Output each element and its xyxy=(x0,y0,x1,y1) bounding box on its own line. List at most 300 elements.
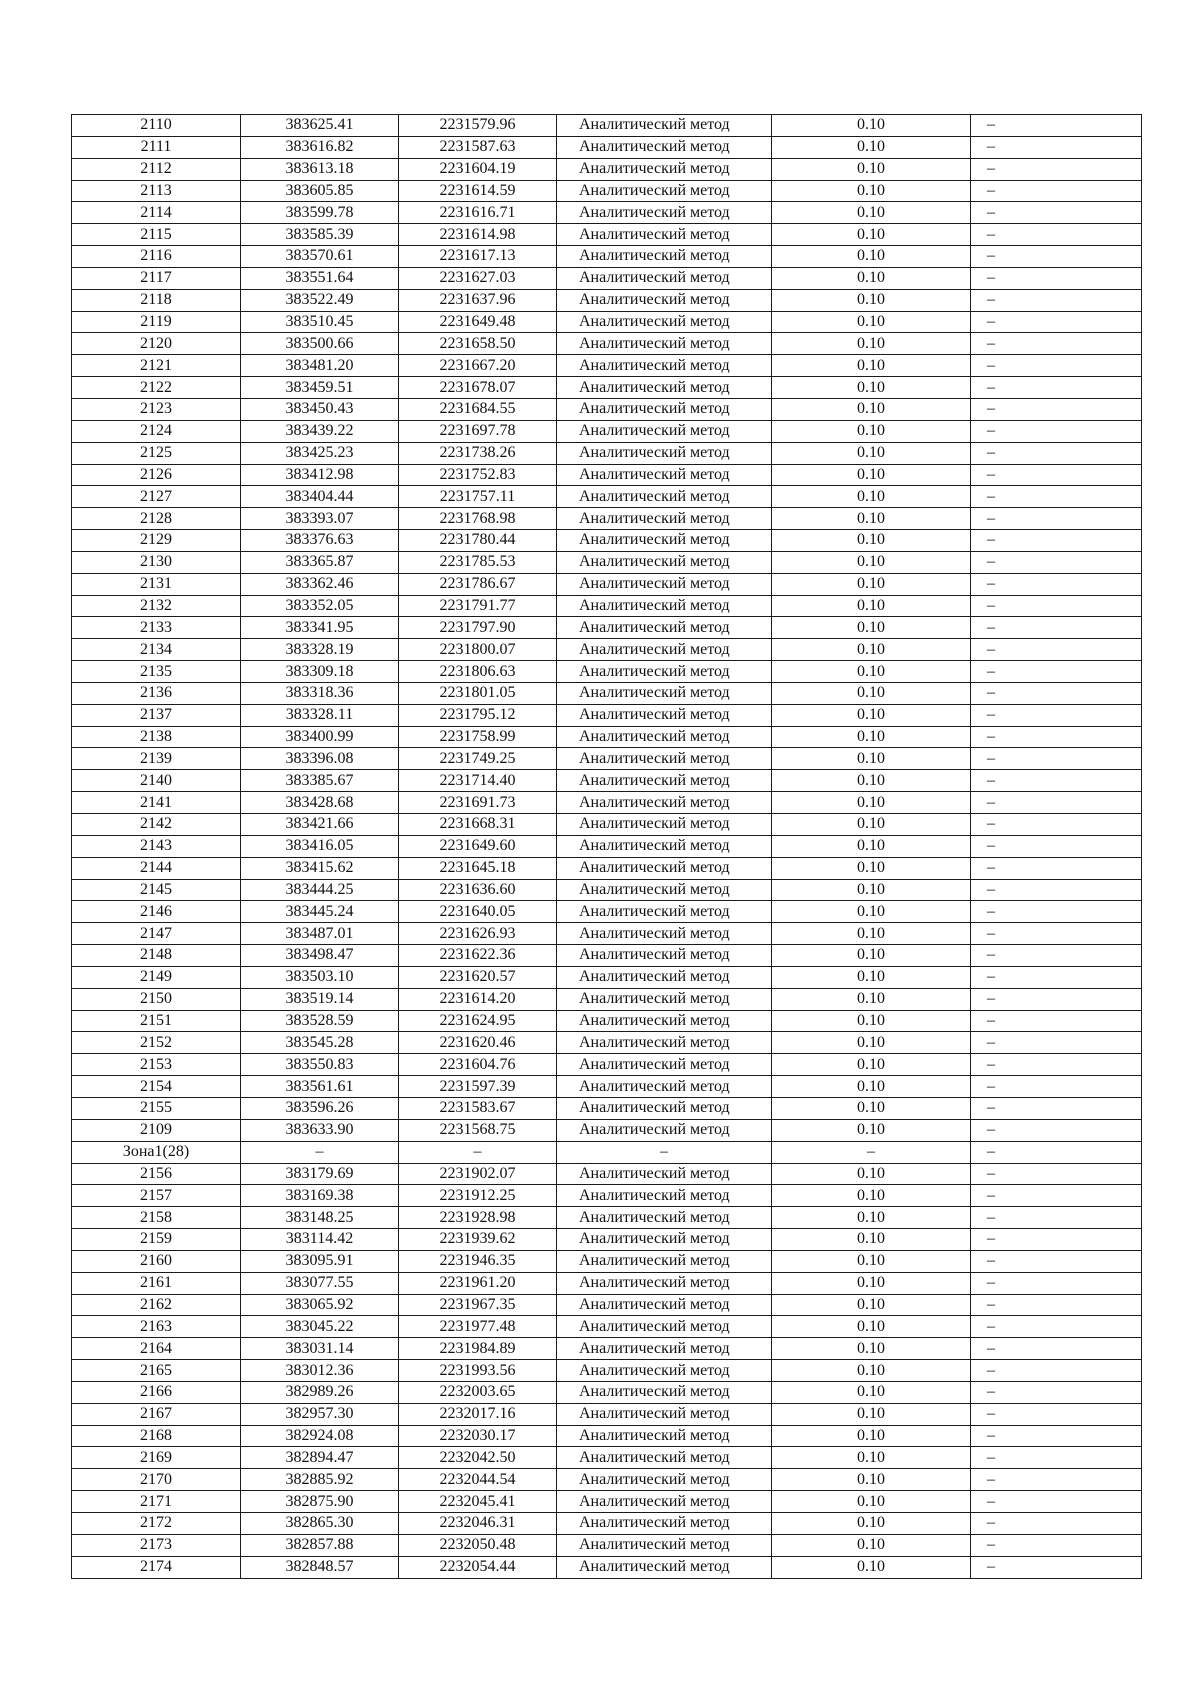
y-coordinate-cell: 2231697.78 xyxy=(399,420,557,442)
y-coordinate-cell: 2231791.77 xyxy=(399,595,557,617)
accuracy-cell: 0.10 xyxy=(772,311,971,333)
point-id-cell: 2145 xyxy=(72,879,241,901)
method-cell: Аналитический метод xyxy=(557,1513,772,1535)
y-coordinate-cell: 2231749.25 xyxy=(399,748,557,770)
table-row xyxy=(72,595,1142,617)
point-id-cell: 2123 xyxy=(72,398,241,420)
y-coordinate-cell: 2231614.20 xyxy=(399,988,557,1010)
x-coordinate-cell: 382875.90 xyxy=(241,1491,399,1513)
note-cell: – xyxy=(971,508,1142,530)
table-row xyxy=(72,1513,1142,1535)
accuracy-cell: 0.10 xyxy=(772,1469,971,1491)
accuracy-cell: 0.10 xyxy=(772,639,971,661)
y-coordinate-cell: 2231939.62 xyxy=(399,1229,557,1251)
table-row xyxy=(72,770,1142,792)
x-coordinate-cell: 383445.24 xyxy=(241,901,399,923)
y-coordinate-cell: 2231993.56 xyxy=(399,1360,557,1382)
x-coordinate-cell: 383613.18 xyxy=(241,158,399,180)
table-row xyxy=(72,1447,1142,1469)
accuracy-cell: 0.10 xyxy=(772,792,971,814)
y-coordinate-cell: 2231627.03 xyxy=(399,267,557,289)
accuracy-cell: 0.10 xyxy=(772,420,971,442)
x-coordinate-cell: 383625.41 xyxy=(241,115,399,137)
note-cell: – xyxy=(971,180,1142,202)
point-id-cell: 2174 xyxy=(72,1556,241,1578)
y-coordinate-cell: 2231785.53 xyxy=(399,551,557,573)
point-id-cell: 2157 xyxy=(72,1185,241,1207)
y-coordinate-cell: 2232003.65 xyxy=(399,1381,557,1403)
method-cell: Аналитический метод xyxy=(557,1076,772,1098)
point-id-cell: 2155 xyxy=(72,1097,241,1119)
point-id-cell: 2171 xyxy=(72,1491,241,1513)
x-coordinate-cell: 382865.30 xyxy=(241,1513,399,1535)
accuracy-cell: 0.10 xyxy=(772,1403,971,1425)
table-row xyxy=(72,355,1142,377)
accuracy-cell: 0.10 xyxy=(772,901,971,923)
y-coordinate-cell: 2231684.55 xyxy=(399,398,557,420)
table-row xyxy=(72,1272,1142,1294)
point-id-cell: 2159 xyxy=(72,1229,241,1251)
note-cell: – xyxy=(971,879,1142,901)
point-id-cell: 2126 xyxy=(72,464,241,486)
method-cell: Аналитический метод xyxy=(557,202,772,224)
note-cell: – xyxy=(971,202,1142,224)
table-row xyxy=(72,682,1142,704)
method-cell: Аналитический метод xyxy=(557,639,772,661)
table-row xyxy=(72,202,1142,224)
table-row xyxy=(72,1338,1142,1360)
accuracy-cell: 0.10 xyxy=(772,966,971,988)
x-coordinate-cell: 382924.08 xyxy=(241,1425,399,1447)
method-cell: Аналитический метод xyxy=(557,486,772,508)
note-cell: – xyxy=(971,661,1142,683)
point-id-cell: 2144 xyxy=(72,857,241,879)
note-cell: – xyxy=(971,1163,1142,1185)
method-cell: Аналитический метод xyxy=(557,573,772,595)
accuracy-cell: 0.10 xyxy=(772,1207,971,1229)
note-cell: – xyxy=(971,966,1142,988)
note-cell: – xyxy=(971,1272,1142,1294)
note-cell: – xyxy=(971,1360,1142,1382)
y-coordinate-cell: 2231568.75 xyxy=(399,1119,557,1141)
point-id-cell: 2162 xyxy=(72,1294,241,1316)
note-cell: – xyxy=(971,835,1142,857)
x-coordinate-cell: 382857.88 xyxy=(241,1534,399,1556)
x-coordinate-cell: 383352.05 xyxy=(241,595,399,617)
method-cell: Аналитический метод xyxy=(557,1534,772,1556)
accuracy-cell: 0.10 xyxy=(772,573,971,595)
point-id-cell: 2117 xyxy=(72,267,241,289)
method-cell: Аналитический метод xyxy=(557,1097,772,1119)
x-coordinate-cell: 383065.92 xyxy=(241,1294,399,1316)
y-coordinate-cell: 2231587.63 xyxy=(399,136,557,158)
accuracy-cell: 0.10 xyxy=(772,202,971,224)
method-cell: Аналитический метод xyxy=(557,1360,772,1382)
table-row xyxy=(72,857,1142,879)
point-id-cell: 2137 xyxy=(72,704,241,726)
point-id-cell: 2152 xyxy=(72,1032,241,1054)
accuracy-cell: 0.10 xyxy=(772,857,971,879)
x-coordinate-cell: 383404.44 xyxy=(241,486,399,508)
point-id-cell: 2158 xyxy=(72,1207,241,1229)
x-coordinate-cell: 383561.61 xyxy=(241,1076,399,1098)
table-row xyxy=(72,180,1142,202)
y-coordinate-cell: 2231758.99 xyxy=(399,726,557,748)
y-coordinate-cell: 2232044.54 xyxy=(399,1469,557,1491)
point-id-cell: 2114 xyxy=(72,202,241,224)
table-row xyxy=(72,267,1142,289)
point-id-cell: 2131 xyxy=(72,573,241,595)
accuracy-cell: 0.10 xyxy=(772,1163,971,1185)
table-row xyxy=(72,1185,1142,1207)
method-cell: Аналитический метод xyxy=(557,617,772,639)
y-coordinate-cell: 2231714.40 xyxy=(399,770,557,792)
note-cell: – xyxy=(971,1207,1142,1229)
method-cell: Аналитический метод xyxy=(557,748,772,770)
accuracy-cell: 0.10 xyxy=(772,508,971,530)
y-coordinate-cell: 2231946.35 xyxy=(399,1250,557,1272)
point-id-cell: 2112 xyxy=(72,158,241,180)
method-cell: Аналитический метод xyxy=(557,224,772,246)
note-cell: – xyxy=(971,1491,1142,1513)
table-row xyxy=(72,1207,1142,1229)
note-cell: – xyxy=(971,1010,1142,1032)
table-row xyxy=(72,1425,1142,1447)
x-coordinate-cell: 383444.25 xyxy=(241,879,399,901)
y-coordinate-cell: 2231597.39 xyxy=(399,1076,557,1098)
method-cell: Аналитический метод xyxy=(557,704,772,726)
accuracy-cell: 0.10 xyxy=(772,442,971,464)
accuracy-cell: 0.10 xyxy=(772,1185,971,1207)
x-coordinate-cell: 383412.98 xyxy=(241,464,399,486)
y-coordinate-cell: 2231614.59 xyxy=(399,180,557,202)
y-coordinate-cell: 2231768.98 xyxy=(399,508,557,530)
point-id-cell: 2172 xyxy=(72,1513,241,1535)
method-cell: Аналитический метод xyxy=(557,726,772,748)
x-coordinate-cell: 383599.78 xyxy=(241,202,399,224)
method-cell: Аналитический метод xyxy=(557,1163,772,1185)
point-id-cell: 2122 xyxy=(72,377,241,399)
coordinates-table-body xyxy=(72,115,1142,1579)
method-cell: Аналитический метод xyxy=(557,398,772,420)
table-row xyxy=(72,464,1142,486)
note-cell: – xyxy=(971,1338,1142,1360)
x-coordinate-cell: 382885.92 xyxy=(241,1469,399,1491)
x-coordinate-cell: 383148.25 xyxy=(241,1207,399,1229)
point-id-cell: 2167 xyxy=(72,1403,241,1425)
y-coordinate-cell: 2231795.12 xyxy=(399,704,557,726)
accuracy-cell: 0.10 xyxy=(772,333,971,355)
note-cell: – xyxy=(971,377,1142,399)
table-row xyxy=(72,1381,1142,1403)
method-cell: Аналитический метод xyxy=(557,792,772,814)
method-cell: Аналитический метод xyxy=(557,1010,772,1032)
table-row xyxy=(72,988,1142,1010)
x-coordinate-cell: 383487.01 xyxy=(241,923,399,945)
x-coordinate-cell: 383385.67 xyxy=(241,770,399,792)
method-cell: Аналитический метод xyxy=(557,923,772,945)
point-id-cell: 2119 xyxy=(72,311,241,333)
accuracy-cell: 0.10 xyxy=(772,1425,971,1447)
y-coordinate-cell: 2231928.98 xyxy=(399,1207,557,1229)
note-cell: – xyxy=(971,1185,1142,1207)
y-coordinate-cell: 2232030.17 xyxy=(399,1425,557,1447)
accuracy-cell: 0.10 xyxy=(772,1010,971,1032)
point-id-cell: 2154 xyxy=(72,1076,241,1098)
point-id-cell: 2173 xyxy=(72,1534,241,1556)
x-coordinate-cell: 383459.51 xyxy=(241,377,399,399)
note-cell: – xyxy=(971,1513,1142,1535)
method-cell: Аналитический метод xyxy=(557,115,772,137)
accuracy-cell: 0.10 xyxy=(772,595,971,617)
y-coordinate-cell: 2231620.57 xyxy=(399,966,557,988)
method-cell: Аналитический метод xyxy=(557,1381,772,1403)
point-id-cell: 2133 xyxy=(72,617,241,639)
x-coordinate-cell: 383421.66 xyxy=(241,814,399,836)
x-coordinate-cell: 383396.08 xyxy=(241,748,399,770)
table-row xyxy=(72,311,1142,333)
y-coordinate-cell: 2231616.71 xyxy=(399,202,557,224)
note-cell: – xyxy=(971,1469,1142,1491)
x-coordinate-cell: 383031.14 xyxy=(241,1338,399,1360)
note-cell: – xyxy=(971,420,1142,442)
accuracy-cell: 0.10 xyxy=(772,1513,971,1535)
y-coordinate-cell: 2231617.13 xyxy=(399,246,557,268)
accuracy-cell: 0.10 xyxy=(772,1250,971,1272)
x-coordinate-cell: 383570.61 xyxy=(241,246,399,268)
accuracy-cell: 0.10 xyxy=(772,770,971,792)
note-cell: – xyxy=(971,289,1142,311)
table-row xyxy=(72,1294,1142,1316)
note-cell: – xyxy=(971,224,1142,246)
accuracy-cell: 0.10 xyxy=(772,224,971,246)
x-coordinate-cell: 383633.90 xyxy=(241,1119,399,1141)
point-id-cell: 2140 xyxy=(72,770,241,792)
y-coordinate-cell: 2231801.05 xyxy=(399,682,557,704)
note-cell: – xyxy=(971,311,1142,333)
accuracy-cell: 0.10 xyxy=(772,661,971,683)
y-coordinate-cell: 2231637.96 xyxy=(399,289,557,311)
method-cell: Аналитический метод xyxy=(557,835,772,857)
x-coordinate-cell: 383498.47 xyxy=(241,945,399,967)
x-coordinate-cell: 383328.11 xyxy=(241,704,399,726)
method-cell: Аналитический метод xyxy=(557,289,772,311)
note-cell: – xyxy=(971,464,1142,486)
method-cell: Аналитический метод xyxy=(557,311,772,333)
y-coordinate-cell: 2231786.67 xyxy=(399,573,557,595)
accuracy-cell: 0.10 xyxy=(772,530,971,552)
x-coordinate-cell: 382848.57 xyxy=(241,1556,399,1578)
y-coordinate-cell: 2231604.76 xyxy=(399,1054,557,1076)
x-coordinate-cell: 383169.38 xyxy=(241,1185,399,1207)
y-coordinate-cell: 2231624.95 xyxy=(399,1010,557,1032)
method-cell: Аналитический метод xyxy=(557,1185,772,1207)
accuracy-cell: 0.10 xyxy=(772,945,971,967)
method-cell: Аналитический метод xyxy=(557,857,772,879)
table-row xyxy=(72,1403,1142,1425)
method-cell: Аналитический метод xyxy=(557,355,772,377)
y-coordinate-cell: 2231977.48 xyxy=(399,1316,557,1338)
y-coordinate-cell: 2232042.50 xyxy=(399,1447,557,1469)
y-coordinate-cell: 2231984.89 xyxy=(399,1338,557,1360)
table-row xyxy=(72,115,1142,137)
point-id-cell: 2156 xyxy=(72,1163,241,1185)
point-id-cell: 2165 xyxy=(72,1360,241,1382)
x-coordinate-cell: 382989.26 xyxy=(241,1381,399,1403)
table-row xyxy=(72,377,1142,399)
x-coordinate-cell: 382894.47 xyxy=(241,1447,399,1469)
y-coordinate-cell: 2231620.46 xyxy=(399,1032,557,1054)
method-cell: Аналитический метод xyxy=(557,901,772,923)
accuracy-cell: 0.10 xyxy=(772,704,971,726)
method-cell: Аналитический метод xyxy=(557,1316,772,1338)
point-id-cell: 2135 xyxy=(72,661,241,683)
accuracy-cell: 0.10 xyxy=(772,1316,971,1338)
note-cell: – xyxy=(971,1534,1142,1556)
note-cell: – xyxy=(971,1294,1142,1316)
x-coordinate-cell: 383519.14 xyxy=(241,988,399,1010)
method-cell: Аналитический метод xyxy=(557,508,772,530)
method-cell: Аналитический метод xyxy=(557,945,772,967)
method-cell: – xyxy=(557,1141,772,1163)
accuracy-cell: 0.10 xyxy=(772,1294,971,1316)
y-coordinate-cell: 2232017.16 xyxy=(399,1403,557,1425)
point-id-cell: 2124 xyxy=(72,420,241,442)
table-row xyxy=(72,508,1142,530)
method-cell: Аналитический метод xyxy=(557,1469,772,1491)
note-cell: – xyxy=(971,617,1142,639)
table-row xyxy=(72,1360,1142,1382)
x-coordinate-cell: 383605.85 xyxy=(241,180,399,202)
x-coordinate-cell: 383045.22 xyxy=(241,1316,399,1338)
note-cell: – xyxy=(971,988,1142,1010)
accuracy-cell: 0.10 xyxy=(772,1054,971,1076)
method-cell: Аналитический метод xyxy=(557,966,772,988)
x-coordinate-cell: 383522.49 xyxy=(241,289,399,311)
note-cell: – xyxy=(971,1556,1142,1578)
table-row xyxy=(72,1010,1142,1032)
accuracy-cell: 0.10 xyxy=(772,1381,971,1403)
note-cell: – xyxy=(971,158,1142,180)
table-row xyxy=(72,617,1142,639)
table-row xyxy=(72,530,1142,552)
x-coordinate-cell: 383503.10 xyxy=(241,966,399,988)
accuracy-cell: 0.10 xyxy=(772,398,971,420)
note-cell: – xyxy=(971,355,1142,377)
method-cell: Аналитический метод xyxy=(557,530,772,552)
accuracy-cell: 0.10 xyxy=(772,1229,971,1251)
method-cell: Аналитический метод xyxy=(557,1425,772,1447)
point-id-cell: 2166 xyxy=(72,1381,241,1403)
method-cell: Аналитический метод xyxy=(557,420,772,442)
x-coordinate-cell: 382957.30 xyxy=(241,1403,399,1425)
accuracy-cell: 0.10 xyxy=(772,1119,971,1141)
x-coordinate-cell: 383528.59 xyxy=(241,1010,399,1032)
x-coordinate-cell: 383095.91 xyxy=(241,1250,399,1272)
y-coordinate-cell: 2231645.18 xyxy=(399,857,557,879)
table-row xyxy=(72,1163,1142,1185)
x-coordinate-cell: 383400.99 xyxy=(241,726,399,748)
method-cell: Аналитический метод xyxy=(557,442,772,464)
note-cell: – xyxy=(971,595,1142,617)
table-row xyxy=(72,246,1142,268)
accuracy-cell: 0.10 xyxy=(772,136,971,158)
accuracy-cell: 0.10 xyxy=(772,617,971,639)
table-row xyxy=(72,1076,1142,1098)
point-id-cell: 2146 xyxy=(72,901,241,923)
note-cell: – xyxy=(971,115,1142,137)
x-coordinate-cell: 383439.22 xyxy=(241,420,399,442)
y-coordinate-cell: 2231649.48 xyxy=(399,311,557,333)
point-id-cell: Зона1(28) xyxy=(72,1141,241,1163)
point-id-cell: 2121 xyxy=(72,355,241,377)
method-cell: Аналитический метод xyxy=(557,1403,772,1425)
note-cell: – xyxy=(971,1119,1142,1141)
y-coordinate-cell: 2232050.48 xyxy=(399,1534,557,1556)
note-cell: – xyxy=(971,901,1142,923)
method-cell: Аналитический метод xyxy=(557,682,772,704)
table-row xyxy=(72,420,1142,442)
x-coordinate-cell: 383425.23 xyxy=(241,442,399,464)
point-id-cell: 2115 xyxy=(72,224,241,246)
x-coordinate-cell: 383415.62 xyxy=(241,857,399,879)
accuracy-cell: 0.10 xyxy=(772,988,971,1010)
point-id-cell: 2113 xyxy=(72,180,241,202)
accuracy-cell: 0.10 xyxy=(772,1534,971,1556)
point-id-cell: 2118 xyxy=(72,289,241,311)
method-cell: Аналитический метод xyxy=(557,377,772,399)
accuracy-cell: – xyxy=(772,1141,971,1163)
table-row xyxy=(72,1534,1142,1556)
x-coordinate-cell: 383012.36 xyxy=(241,1360,399,1382)
point-id-cell: 2150 xyxy=(72,988,241,1010)
point-id-cell: 2130 xyxy=(72,551,241,573)
y-coordinate-cell: 2232046.31 xyxy=(399,1513,557,1535)
table-row xyxy=(72,136,1142,158)
point-id-cell: 2149 xyxy=(72,966,241,988)
note-cell: – xyxy=(971,1141,1142,1163)
method-cell: Аналитический метод xyxy=(557,551,772,573)
x-coordinate-cell: 383585.39 xyxy=(241,224,399,246)
accuracy-cell: 0.10 xyxy=(772,879,971,901)
y-coordinate-cell: 2231678.07 xyxy=(399,377,557,399)
x-coordinate-cell: 383393.07 xyxy=(241,508,399,530)
point-id-cell: 2168 xyxy=(72,1425,241,1447)
accuracy-cell: 0.10 xyxy=(772,1360,971,1382)
method-cell: Аналитический метод xyxy=(557,136,772,158)
accuracy-cell: 0.10 xyxy=(772,1032,971,1054)
method-cell: Аналитический метод xyxy=(557,1294,772,1316)
x-coordinate-cell: 383416.05 xyxy=(241,835,399,857)
accuracy-cell: 0.10 xyxy=(772,835,971,857)
y-coordinate-cell: 2231668.31 xyxy=(399,814,557,836)
accuracy-cell: 0.10 xyxy=(772,267,971,289)
note-cell: – xyxy=(971,1250,1142,1272)
method-cell: Аналитический метод xyxy=(557,1229,772,1251)
y-coordinate-cell: – xyxy=(399,1141,557,1163)
method-cell: Аналитический метод xyxy=(557,1447,772,1469)
accuracy-cell: 0.10 xyxy=(772,682,971,704)
note-cell: – xyxy=(971,682,1142,704)
accuracy-cell: 0.10 xyxy=(772,289,971,311)
table-row xyxy=(72,1032,1142,1054)
note-cell: – xyxy=(971,267,1142,289)
note-cell: – xyxy=(971,1076,1142,1098)
note-cell: – xyxy=(971,945,1142,967)
note-cell: – xyxy=(971,573,1142,595)
method-cell: Аналитический метод xyxy=(557,879,772,901)
method-cell: Аналитический метод xyxy=(557,814,772,836)
